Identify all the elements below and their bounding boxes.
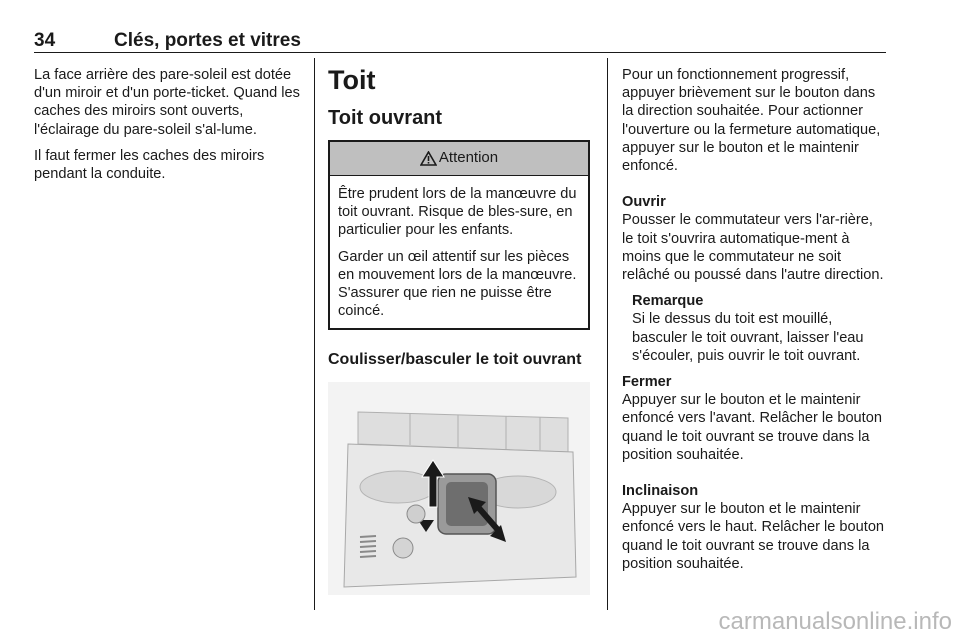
paragraph: Pousser le commutateur vers l'ar-rière, le toit s'ouvrira automatique-ment à moins que le commutateur ne soit relâché ou poussé dans l'autre direction. — [622, 212, 884, 284]
note-label: Remarque — [632, 293, 704, 310]
attention-header — [330, 142, 588, 176]
attention-title: Attention — [438, 149, 499, 167]
page-title: Clés, portes et vitres — [114, 30, 301, 51]
column-divider — [607, 58, 608, 610]
column-divider — [314, 58, 315, 610]
section-heading: Toit — [328, 65, 376, 95]
page-number: 34 — [34, 30, 56, 51]
subsection-heading: Coulisser/basculer le toit ouvrant — [328, 351, 582, 369]
attention-text: Garder un œil attentif sur les pièces en mouvement lors de la manœuvre. S'assurer que rien ne puisse être coincé. — [338, 248, 577, 320]
paragraph: Appuyer sur le bouton et le maintenir enfoncé vers l'avant. Relâcher le bouton quand le toit ouvrant se trouve dans la position souhaitée. — [622, 392, 882, 463]
attention-text: Être prudent lors de la manœuvre du toit ouvrant. Risque de bles-sure, en particulier pour les enfants. — [338, 186, 577, 239]
column-2 — [328, 64, 590, 601]
paragraph: Il faut fermer les caches des miroirs pendant la conduite. — [34, 147, 265, 183]
attention-box — [328, 140, 590, 330]
label-fermer: Fermer — [622, 374, 672, 391]
label-ouvrir: Ouvrir — [622, 194, 666, 211]
paragraph: La face arrière des pare-soleil est dotée d'un miroir et d'un porte-ticket. Quand les caches des miroirs sont ouverts, l'éclairage du pare-soleil s'al-lume. — [34, 67, 300, 138]
page-header — [34, 30, 886, 53]
note-text: Si le dessus du toit est mouillé, basculer le toit ouvrant, laisser l'eau s'écouler, puis ouvrir le toit ouvrant. — [632, 311, 864, 364]
watermark: carmanualsonline.info — [718, 608, 952, 635]
note-box — [622, 292, 888, 365]
paragraph: Appuyer sur le bouton et le maintenir enfoncé vers le haut. Relâcher le bouton quand le toit ouvrant se trouve dans la position souhaitée. — [622, 501, 885, 572]
column-3 — [622, 66, 888, 581]
subsection-heading: Toit ouvrant — [328, 107, 443, 129]
attention-body — [330, 176, 588, 328]
column-1 — [34, 66, 306, 191]
warning-triangle-icon — [420, 151, 437, 166]
sunroof-switch-illustration — [328, 382, 590, 595]
paragraph: Pour un fonctionnement progressif, appuyer brièvement sur le bouton dans la direction souhaitée. Pour actionner l'ouverture ou la fermeture automatique, appuyer sur le bouton et le maintenir enfoncé. — [622, 67, 881, 175]
label-inclinaison: Inclinaison — [622, 483, 699, 500]
